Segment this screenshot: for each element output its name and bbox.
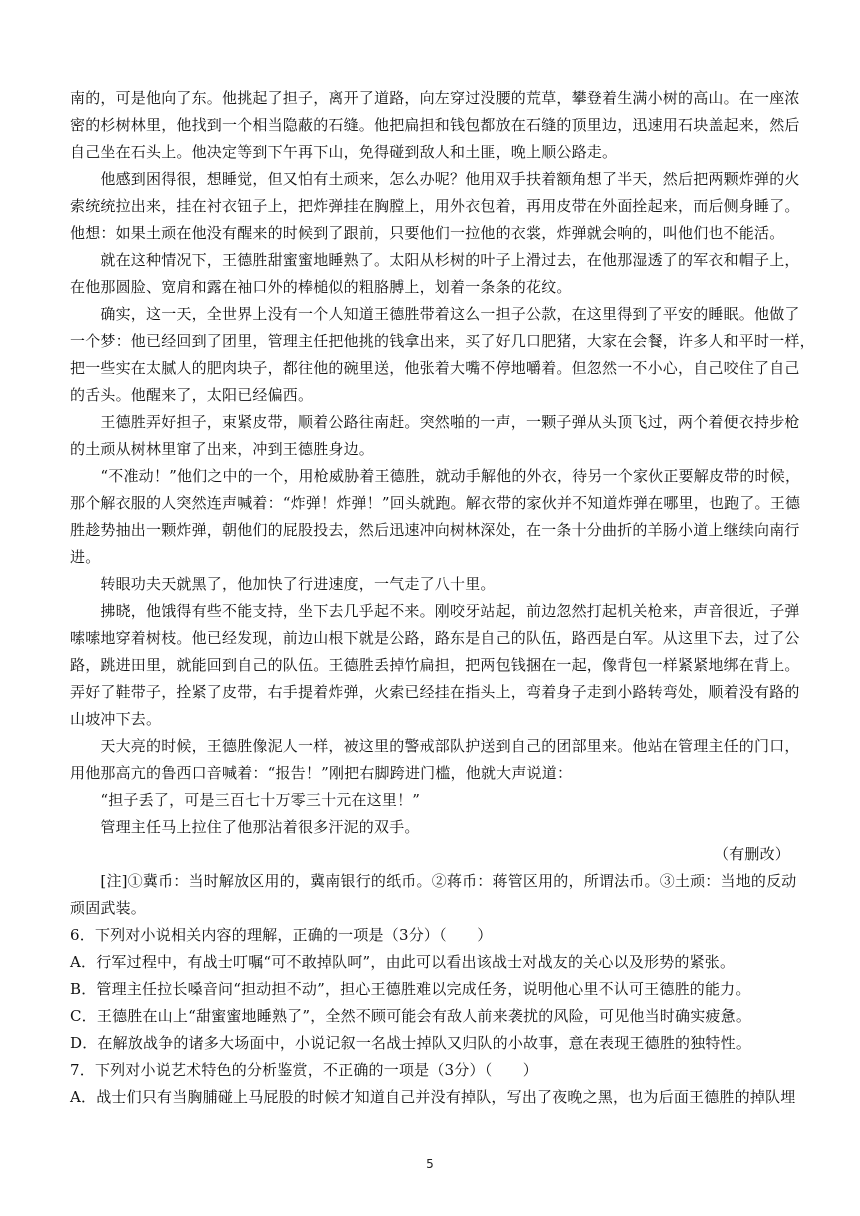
page-number: 5: [426, 1157, 434, 1171]
question-line: A．行军过程中，有战士叮嘱“可不敢掉队呵”，由此可以看出该战士对战友的关心以及形势的紧张。: [70, 953, 736, 971]
text-line: 王德胜弄好担子，束紧皮带，顺着公路往南赶。突然啪的一声，一颗子弹从头顶飞过，两个着便衣持步枪: [70, 413, 800, 431]
question-line: C．王德胜在山上“甜蜜蜜地睡熟了”，全然不顾可能会有敌人前来袭扰的风险，可见他当时确实疲惫。: [70, 1007, 752, 1025]
text-line: 进。: [70, 548, 101, 566]
question-line: 6．下列对小说相关内容的理解，正确的一项是（3分）（ ）: [70, 926, 493, 944]
text-line: “不准动！”他们之中的一个，用枪威胁着王德胜，就动手解他的外衣，待另一个家伙正要解皮带的时候，: [70, 467, 801, 485]
text-line: （有删改）: [713, 845, 790, 863]
text-line: 一个梦：他已经回到了团里，管理主任把他挑的钱拿出来，买了好几口肥猪，大家在会餐，许多人和平时一样，: [70, 332, 815, 350]
text-line: 天大亮的时候，王德胜像泥人一样，被这里的警戒部队护送到自己的团部里来。他站在管理主任的门口，: [70, 737, 800, 755]
text-line: 把一些实在太腻人的肥肉块子，都往他的碗里送，他张着大嘴不停地嚼着。但忽然一不小心，自己咬住了自己: [70, 359, 800, 377]
text-line: 密的杉树林里，他找到一个相当隐蔽的石缝。他把扁担和钱包都放在石缝的顶里边，迅速用石块盖起来，然后: [70, 116, 800, 134]
text-line: “担子丢了，可是三百七十万零三十元在这里！”: [70, 791, 421, 809]
text-line: 自己坐在石头上。他决定等到下午再下山，免得碰到敌人和土匪，晚上顺公路走。: [70, 143, 618, 161]
text-line: 顽固武装。: [70, 899, 147, 917]
text-line: 就在这种情况下，王德胜甜蜜蜜地睡熟了。太阳从杉树的叶子上滑过去，在他那湿透了的军衣和帽子上，: [70, 251, 800, 269]
question-line: D．在解放战争的诸多大场面中，小说记叙一名战士掉队又归队的小故事，意在表现王德胜的独特性。: [70, 1034, 752, 1052]
text-line: [注]①冀币：当时解放区用的，冀南银行的纸币。②蒋币：蒋管区用的，所谓法币。③土顽：当地的反动: [70, 872, 797, 890]
text-line: 弄好了鞋带子，拴紧了皮带，右手提着炸弹，火索已经挂在指头上，弯着身子走到小路转弯处，顺着没有路的: [70, 683, 800, 701]
text-line: 山坡冲下去。: [70, 710, 162, 728]
text-line: 胜趁势抽出一颗炸弹，朝他们的屁股投去，然后迅速冲向树林深处，在一条十分曲折的羊肠小道上继续向南行: [70, 521, 800, 539]
text-line: 南的，可是他向了东。他挑起了担子，离开了道路，向左穿过没腰的荒草，攀登着生满小树的高山。在一座浓: [70, 89, 800, 107]
text-line: 的土顽从树林里窜了出来，冲到王德胜身边。: [70, 440, 375, 458]
text-line: 转眼功夫天就黑了，他加快了行进速度，一气走了八十里。: [70, 575, 496, 593]
text-line: 他想：如果土顽在他没有醒来的时候到了跟前，只要他们一拉他的衣裳，炸弹就会响的，叫他们也不能活。: [70, 224, 785, 242]
text-line: 管理主任马上拉住了他那沾着很多汗泥的双手。: [70, 818, 420, 836]
text-line: 嗦嗦地穿着树枝。他已经发现，前边山根下就是公路，路东是自己的队伍，路西是白军。从这里下去，过了公: [70, 629, 800, 647]
text-line: 用他那高亢的鲁西口音喊着：“报告！”刚把右脚跨进门槛，他就大声说道：: [70, 764, 573, 782]
question-line: A．战士们只有当胸脯碰上马屁股的时候才知道自己并没有掉队，写出了夜晚之黑，也为后面王德胜的掉队埋: [70, 1088, 796, 1106]
text-line: 索统统拉出来，挂在衬衣钮子上，把炸弹挂在胸膛上，用外衣包着，再用皮带在外面拴起来，而后侧身睡了。: [70, 197, 800, 215]
text-line: 他感到困得很，想睡觉，但又怕有土顽来，怎么办呢？他用双手扶着额角想了半天，然后把两颗炸弹的火: [70, 170, 800, 188]
text-line: 那个解衣服的人突然连声喊着：“炸弹！炸弹！”回头就跑。解衣带的家伙并不知道炸弹在哪里，也跑了。王德: [70, 494, 801, 512]
question-line: B．管理主任拉长嗓音问“担动担不动”，担心王德胜难以完成任务，说明他心里不认可王德胜的能力。: [70, 980, 751, 998]
text-line: 的舌头。他醒来了，太阳已经偏西。: [70, 386, 314, 404]
text-line: 拂晓，他饿得有些不能支持，坐下去几乎起不来。刚咬牙站起，前边忽然打起机关枪来，声音很近，子弹: [70, 602, 800, 620]
question-line: 7．下列对小说艺术特色的分析鉴赏，不正确的一项是（3分）（ ）: [70, 1061, 538, 1079]
text-line: 路，跳进田里，就能回到自己的队伍。王德胜丢掉竹扁担，把两包钱捆在一起，像背包一样紧紧地绑在背上。: [70, 656, 800, 674]
text-line: 确实，这一天，全世界上没有一个人知道王德胜带着这么一担子公款，在这里得到了平安的睡眠。他做了: [70, 305, 800, 323]
text-line: 在他那圆脸、宽肩和露在袖口外的棒槌似的粗胳膊上，划着一条条的花纹。: [70, 278, 572, 296]
